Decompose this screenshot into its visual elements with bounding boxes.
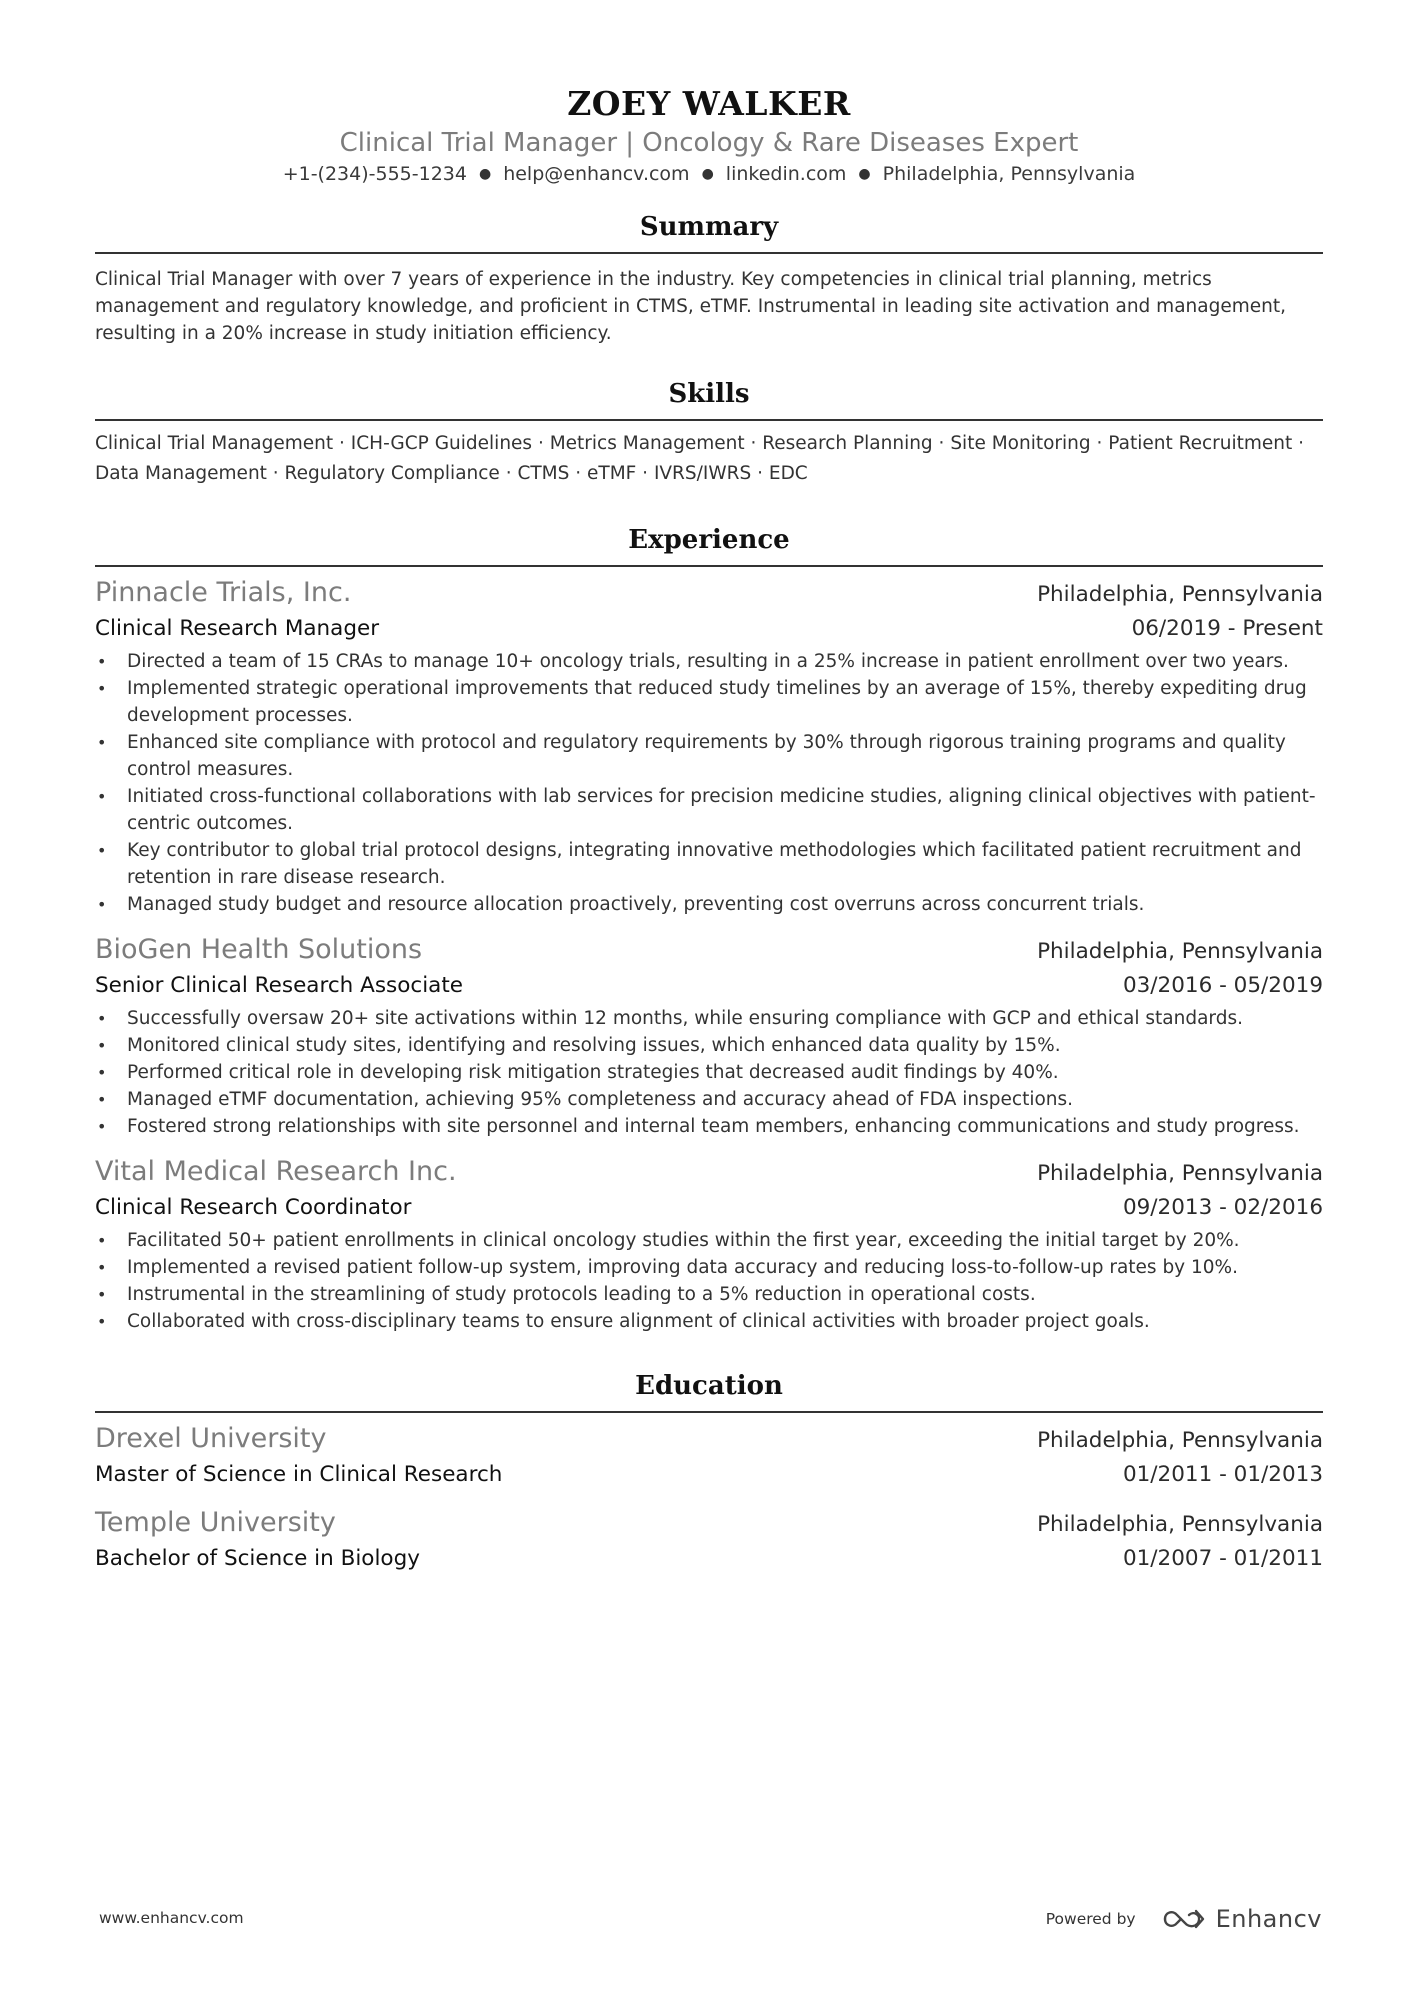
section-title-experience: Experience xyxy=(95,523,1323,567)
experience-entry xyxy=(95,1154,1323,1335)
experience-entry xyxy=(95,932,1323,1140)
candidate-headline: Clinical Trial Manager | Oncology & Rare Diseases Expert xyxy=(339,128,1079,158)
list-item: • Collaborated with cross-disciplinary teams to ensure alignment of clinical activities with broader project goals. xyxy=(95,1308,1323,1335)
resume-content xyxy=(95,82,1323,1575)
education-entry xyxy=(95,1421,1323,1491)
section-title-skills: Skills xyxy=(95,377,1323,421)
summary-text: Clinical Trial Manager with over 7 years of experience in the industry. Key competencies in clinical trial planning, metrics management and regulatory knowledge, and proficient in CTMS, eTMF. Instrumental in leading site activation and management, resulting in a 20% increase in study initiation efficiency. xyxy=(95,269,1286,344)
entry-subheader-row xyxy=(95,970,1323,1002)
education-section xyxy=(95,1369,1323,1575)
list-item: • Successfully oversaw 20+ site activations within 12 months, while ensuring compliance with GCP and ethical standards. xyxy=(95,1005,1323,1032)
entry-header-row xyxy=(95,1505,1323,1543)
list-item: • Managed study budget and resource allocation proactively, preventing cost overruns across concurrent trials. xyxy=(95,891,1323,918)
list-item: • Instrumental in the streamlining of study protocols leading to a 5% reduction in operational costs. xyxy=(95,1281,1323,1308)
separator-dot: ● xyxy=(858,166,871,182)
job-title: Clinical Research Coordinator xyxy=(95,1195,412,1220)
contact-phone: +1-(234)-555-1234 xyxy=(282,163,467,185)
brand-name: Enhancv xyxy=(1215,1905,1322,1933)
company-name: Vital Medical Research Inc. xyxy=(95,1156,457,1187)
entry-header-row xyxy=(95,932,1323,970)
job-dates: 09/2013 - 02/2016 xyxy=(1122,1195,1323,1220)
school-name: Temple University xyxy=(95,1507,336,1538)
company-name: Pinnacle Trials, Inc. xyxy=(95,577,352,608)
page-footer xyxy=(99,1905,1322,1935)
company-name: BioGen Health Solutions xyxy=(95,934,423,965)
entry-subheader-row xyxy=(95,1543,1323,1575)
contact-email[interactable]: help@enhancv.com xyxy=(503,163,690,185)
education-dates: 01/2007 - 01/2011 xyxy=(1122,1546,1323,1571)
separator-dot: ● xyxy=(478,166,492,182)
contact-line xyxy=(95,160,1323,188)
school-location: Philadelphia, Pennsylvania xyxy=(1037,1512,1323,1537)
candidate-name: ZOEY WALKER xyxy=(567,84,851,123)
job-title: Clinical Research Manager xyxy=(95,616,380,641)
list-item: • Key contributor to global trial protocol designs, integrating innovative methodologies which facilitated patient recruitment and retention in rare disease research. xyxy=(95,837,1323,891)
experience-entry xyxy=(95,575,1323,918)
footer-website-link[interactable]: www.enhancv.com xyxy=(99,1909,244,1927)
enhancv-logo-icon xyxy=(1162,1906,1208,1932)
entry-header-row xyxy=(95,575,1323,613)
list-item: • Initiated cross-functional collaborations with lab services for precision medicine studies, aligning clinical objectives with patient-centric outcomes. xyxy=(95,783,1323,837)
entry-subheader-row xyxy=(95,1192,1323,1224)
footer-branding xyxy=(1046,1905,1322,1933)
list-item: • Enhanced site compliance with protocol and regulatory requirements by 30% through rigorous training programs and quality control measures. xyxy=(95,729,1323,783)
job-location: Philadelphia, Pennsylvania xyxy=(1037,939,1323,964)
job-location: Philadelphia, Pennsylvania xyxy=(1037,1161,1323,1186)
list-item: • Performed critical role in developing risk mitigation strategies that decreased audit findings by 40%. xyxy=(95,1059,1323,1086)
job-location: Philadelphia, Pennsylvania xyxy=(1037,582,1323,607)
education-dates: 01/2011 - 01/2013 xyxy=(1122,1462,1323,1487)
list-item: • Fostered strong relationships with site personnel and internal team members, enhancing communications and study progress. xyxy=(95,1113,1323,1140)
experience-section xyxy=(95,523,1323,1335)
summary-section xyxy=(95,210,1323,347)
job-bullets xyxy=(95,1227,1323,1335)
list-item: • Facilitated 50+ patient enrollments in clinical oncology studies within the first year, exceeding the initial target by 20%. xyxy=(95,1227,1323,1254)
entry-subheader-row xyxy=(95,613,1323,645)
separator-dot: ● xyxy=(701,166,714,182)
job-dates: 03/2016 - 05/2019 xyxy=(1122,973,1323,998)
job-dates: 06/2019 - Present xyxy=(1131,616,1323,641)
job-title: Senior Clinical Research Associate xyxy=(95,973,464,998)
contact-linkedin[interactable]: linkedin.com xyxy=(725,163,847,185)
list-item: • Implemented a revised patient follow-up system, improving data accuracy and reducing loss-to-follow-up rates by 10%. xyxy=(95,1254,1323,1281)
section-title-summary: Summary xyxy=(95,210,1323,254)
list-item: • Implemented strategic operational improvements that reduced study timelines by an average of 15%, thereby expediting drug development processes. xyxy=(95,675,1323,729)
contact-location: Philadelphia, Pennsylvania xyxy=(882,163,1136,185)
section-title-education: Education xyxy=(95,1369,1323,1413)
list-item: • Directed a team of 15 CRAs to manage 10+ oncology trials, resulting in a 25% increase in patient enrollment over two years. xyxy=(95,648,1323,675)
degree: Master of Science in Clinical Research xyxy=(95,1462,503,1487)
skills-section xyxy=(95,377,1323,489)
skills-text: Clinical Trial Management · ICH-GCP Guidelines · Metrics Management · Research Planning · Site Monitoring · Patient Recruitment · Data Management · Regulatory Compliance · CTMS · eTMF · IVRS/IWRS · EDC xyxy=(95,433,1305,484)
job-bullets xyxy=(95,1005,1323,1140)
school-location: Philadelphia, Pennsylvania xyxy=(1037,1428,1323,1453)
education-entry xyxy=(95,1505,1323,1575)
entry-header-row xyxy=(95,1421,1323,1459)
degree: Bachelor of Science in Biology xyxy=(95,1546,420,1571)
resume-header xyxy=(95,82,1323,188)
list-item: • Managed eTMF documentation, achieving 95% completeness and accuracy ahead of FDA inspections. xyxy=(95,1086,1323,1113)
entry-header-row xyxy=(95,1154,1323,1192)
powered-by-label: Powered by xyxy=(1045,1910,1136,1928)
entry-subheader-row xyxy=(95,1459,1323,1491)
school-name: Drexel University xyxy=(95,1423,327,1454)
job-bullets xyxy=(95,648,1323,918)
list-item: • Monitored clinical study sites, identifying and resolving issues, which enhanced data quality by 15%. xyxy=(95,1032,1323,1059)
